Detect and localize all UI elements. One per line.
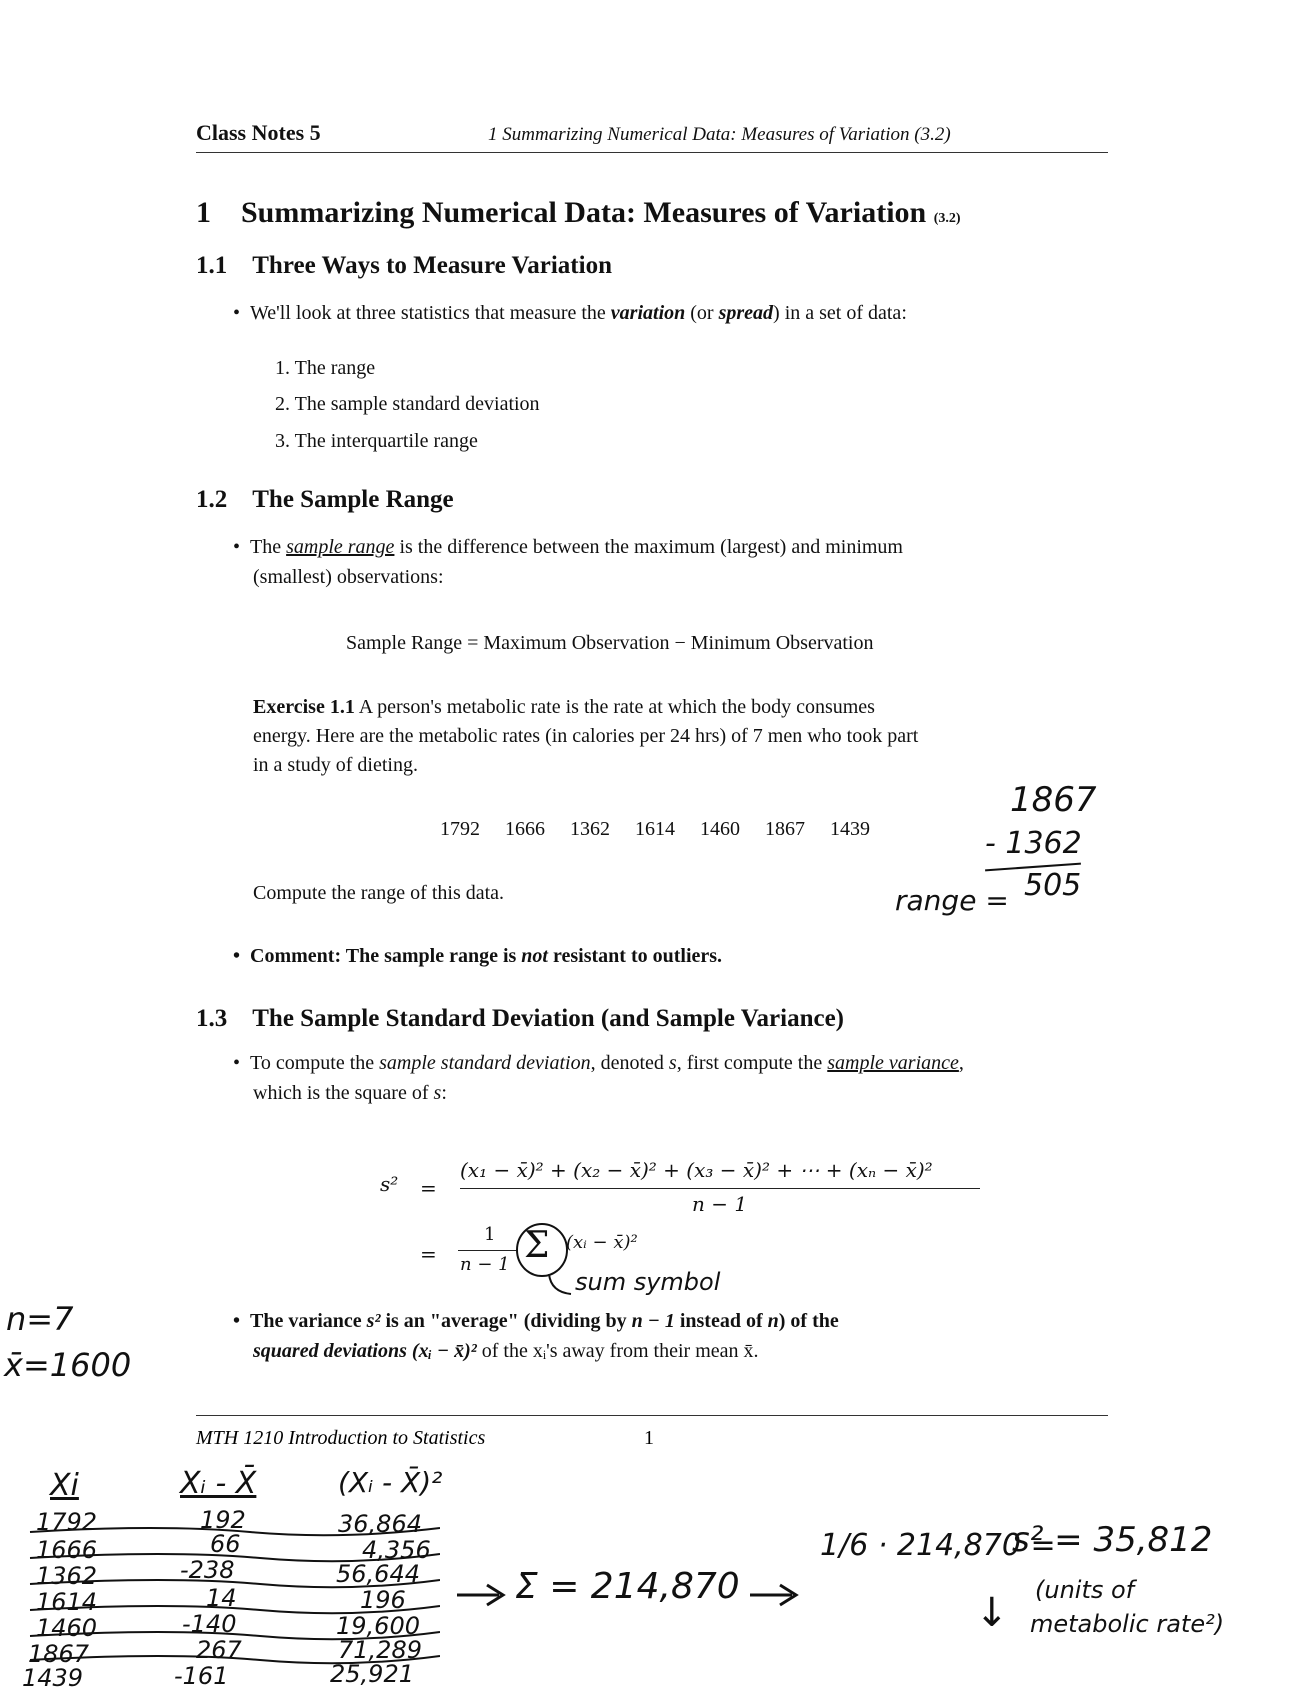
exercise-line (253, 696, 875, 719)
section-heading (196, 196, 961, 230)
text: resistant to outliers. (547, 945, 723, 967)
exercise-line: in a study of dieting. (253, 754, 418, 776)
text-line (253, 1340, 759, 1363)
table-cell: 36,864 (338, 1510, 422, 1538)
expression: (xᵢ − x̄)² (406, 1340, 477, 1362)
handwritten-fraction: 1/6 · 214,870 = (820, 1528, 1056, 1563)
table-header: Xi (50, 1468, 79, 1503)
term-sample-std-dev: sample standard deviation (379, 1052, 591, 1074)
table-header: Xᵢ - X̄ (180, 1466, 257, 1501)
subsection-title: The Sample Range (252, 486, 454, 513)
text: Comment: The sample range is (250, 945, 522, 967)
table-cell: 14 (206, 1584, 237, 1612)
term-not: not (521, 945, 548, 967)
equation-lhs: s² (380, 1172, 399, 1196)
text-line (253, 1082, 447, 1105)
data-value: 1460 (700, 818, 740, 840)
bullet-variance-average (233, 1310, 839, 1333)
subsection-title: The Sample Standard Deviation (and Sample Variance) (252, 1005, 844, 1032)
text: The (250, 536, 287, 558)
subsection-heading-1-2 (196, 486, 454, 514)
table-cell: -161 (174, 1662, 229, 1690)
summand: (xᵢ − x̄)² (566, 1232, 638, 1253)
handwritten-units: metabolic rate²) (1030, 1610, 1225, 1638)
bullet-dot: • (233, 1052, 251, 1074)
table-cell: 4,356 (362, 1536, 431, 1564)
table-cell: 1460 (36, 1614, 98, 1642)
arrow-right-icon (748, 1580, 808, 1610)
handwritten-n: n=7 (6, 1300, 74, 1338)
header-divider (196, 152, 1108, 153)
bullet-std-dev (233, 1052, 964, 1075)
bullet-dot: • (233, 536, 251, 558)
text: The variance (250, 1310, 367, 1332)
sigma-symbol: Σ (524, 1225, 550, 1266)
subsection-heading-1-3 (196, 1005, 844, 1033)
subsection-number: 1.2 (196, 486, 228, 513)
arrow-down-icon: ↓ (975, 1590, 1009, 1636)
data-values (440, 818, 870, 841)
bullet-dot: • (233, 1310, 251, 1332)
section-tag: (3.2) (933, 211, 961, 226)
text: : (441, 1082, 447, 1104)
text: instead of (674, 1310, 768, 1332)
text: is the difference between the maximum (largest) and minimum (394, 536, 903, 558)
text: ) in a set of data: (773, 302, 907, 324)
table-cell: 71,289 (338, 1636, 422, 1664)
table-cell: -140 (182, 1610, 237, 1638)
text: which is the square of (253, 1082, 434, 1104)
handwritten-units: (units of (1035, 1576, 1135, 1604)
table-cell: 1362 (36, 1562, 98, 1590)
fraction-numerator: 1 (484, 1224, 496, 1245)
table-cell: 1867 (28, 1640, 90, 1668)
table-cell: 56,644 (336, 1560, 420, 1588)
table-header: (Xᵢ - X̄)² (338, 1466, 443, 1499)
text: , first compute the (676, 1052, 828, 1074)
handwritten-sum: Σ = 214,870 (515, 1566, 740, 1607)
handwritten-row-lines (20, 1500, 440, 1670)
term-spread: spread (718, 302, 774, 324)
table-cell: 66 (210, 1530, 241, 1558)
text: is an "average" (dividing by (380, 1310, 632, 1332)
data-value: 1362 (570, 818, 610, 840)
list-item: 3. The interquartile range (275, 430, 478, 452)
text: To compute the (250, 1052, 380, 1074)
bullet-dot: • (233, 945, 251, 967)
exercise-prompt: Compute the range of this data. (253, 882, 505, 904)
exercise-label: Exercise 1.1 (253, 696, 355, 718)
bullet-dot: • (233, 302, 251, 324)
handwritten-s-squared: s² = 35,812 (1012, 1520, 1213, 1560)
bullet-variation (233, 302, 907, 325)
text: (or (685, 302, 719, 324)
header-section-title: 1 Summarizing Numerical Data: Measures of Variation (3.2) (488, 124, 951, 145)
table-cell: 192 (200, 1506, 246, 1534)
sample-range-formula: Sample Range = Maximum Observation − Minimum Observation (346, 632, 874, 654)
table-cell: 1614 (36, 1588, 98, 1616)
symbol-s-squared: s² (366, 1310, 381, 1332)
text: , (958, 1052, 964, 1074)
fraction-bar (458, 1250, 518, 1251)
header-title: Class Notes 5 (196, 120, 321, 145)
term-sample-variance: sample variance (827, 1052, 959, 1074)
equation-numerator: (x₁ − x̄)² + (x₂ − x̄)² + (x₃ − x̄)² + ⋯ + (xₙ − x̄)² (460, 1158, 933, 1182)
data-value: 1867 (765, 818, 805, 840)
table-cell: 267 (196, 1636, 242, 1664)
equation-equals: = (420, 1176, 437, 1200)
text: We'll look at three statistics that measure the (250, 302, 611, 324)
handwritten-range-label: range = (895, 884, 1009, 917)
table-cell: -238 (180, 1556, 235, 1584)
equation-denominator: n − 1 (692, 1192, 748, 1216)
text: A person's metabolic rate is the rate at which the body consumes (354, 696, 875, 718)
symbol-n-minus-1: n − 1 (631, 1310, 675, 1332)
table-cell: 1439 (22, 1664, 84, 1692)
text-line: (smallest) observations: (253, 566, 444, 588)
subsection-title: Three Ways to Measure Variation (252, 252, 612, 279)
section-number: 1 (196, 196, 211, 229)
section-title: Summarizing Numerical Data: Measures of Variation (241, 196, 927, 229)
handwritten-min: - 1362 (985, 826, 1082, 861)
symbol-s: s (433, 1082, 442, 1104)
term-squared-deviations: squared deviations (253, 1340, 407, 1362)
symbol-n: n (767, 1310, 779, 1332)
data-value: 1792 (440, 818, 480, 840)
list-item: 1. The range (275, 357, 376, 379)
data-value: 1614 (635, 818, 675, 840)
sigma-circle (514, 1222, 570, 1278)
table-cell: 196 (360, 1586, 406, 1614)
arrow-right-icon (455, 1580, 515, 1610)
annotation-hook (545, 1272, 575, 1302)
term-variation: variation (610, 302, 686, 324)
handwritten-xbar: x̄=1600 (4, 1346, 132, 1384)
data-value: 1666 (505, 818, 545, 840)
subsection-number: 1.1 (196, 252, 228, 279)
data-value: 1439 (830, 818, 870, 840)
fraction-denominator: n − 1 (460, 1254, 510, 1275)
bullet-sample-range (233, 536, 903, 559)
text: of the xᵢ's away from their mean x̄. (476, 1340, 759, 1362)
list-item: 2. The sample standard deviation (275, 393, 540, 415)
exercise-line: energy. Here are the metabolic rates (in calories per 24 hrs) of 7 men who took part (253, 725, 919, 747)
footer-divider (196, 1415, 1108, 1416)
table-cell: 19,600 (336, 1612, 420, 1640)
subsection-heading-1-1 (196, 252, 612, 280)
table-cell: 1666 (36, 1536, 98, 1564)
text: , denoted (590, 1052, 669, 1074)
subsection-number: 1.3 (196, 1005, 228, 1032)
footer-course: MTH 1210 Introduction to Statistics (196, 1427, 486, 1449)
table-cell: 1792 (36, 1508, 98, 1536)
handwritten-range-result: 505 (1024, 868, 1082, 903)
symbol-s: s (668, 1052, 677, 1074)
page-number: 1 (644, 1427, 654, 1449)
text: ) of the (778, 1310, 839, 1332)
handwritten-sum-symbol-note: sum symbol (575, 1268, 721, 1296)
table-cell: 25,921 (330, 1660, 414, 1688)
fraction-bar (460, 1188, 980, 1189)
bullet-comment (233, 945, 722, 968)
term-sample-range: sample range (286, 536, 395, 558)
equation-equals: = (420, 1242, 437, 1266)
handwritten-max: 1867 (1010, 780, 1097, 820)
